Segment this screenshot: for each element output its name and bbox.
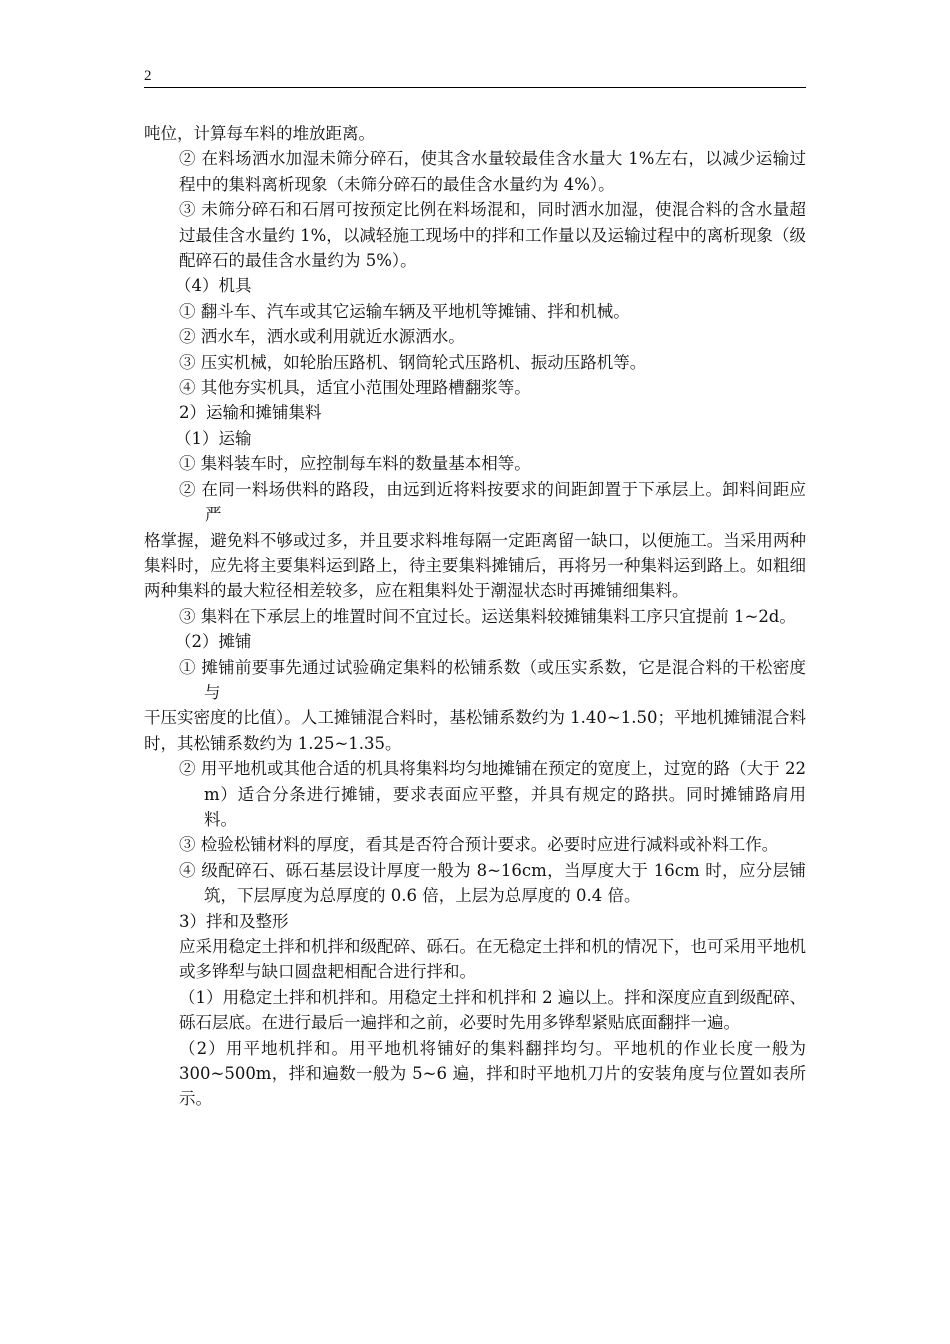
list-item: ④ 级配碎石、砾石基层设计厚度一般为 8~16cm，当厚度大于 16cm 时，应分层铺筑，下层厚度为总厚度的 0.6 倍，上层为总厚度的 0.4 倍。: [179, 860, 806, 906]
list-item: ② 在同一料场供料的路段，由远到近将料按要求的间距卸置于下承层上。卸料间距应严: [179, 479, 806, 525]
paragraph: 格掌握，避免料不够或过多，并且要求料堆每隔一定距离留一缺口，以便施工。当采用两种集料时，应先将主要集料运到路上，待主要集料摊铺后，再将另一种集料运到路上。如粗细两种集料的最大粒径相差较多，应在粗集料处于潮湿状态时再摊铺细集料。: [144, 530, 806, 601]
section-heading: （1）运输: [175, 428, 252, 448]
header-rule: [144, 87, 806, 88]
paragraph: 应采用稳定土拌和机拌和级配碎、砾石。在无稳定土拌和机的情况下，也可采用平地机或多铧犁与缺口圆盘耙相配合进行拌和。: [179, 937, 806, 982]
paragraph: ② 在料场洒水加湿未筛分碎石，使其含水量较最佳含水量大 1%左右，以减少运输过程中的集料离析现象（未筛分碎石的最佳含水量约为 4%）。: [179, 149, 806, 194]
list-item: ③ 集料在下承层上的堆置时间不宜过长。运送集料较摊铺集料工序只宜提前 1~2d。: [179, 606, 796, 626]
list-item: ④ 其他夯实机具，适宜小范围处理路槽翻浆等。: [179, 378, 531, 398]
paragraph: （2）用平地机拌和。用平地机将铺好的集料翻拌均匀。平地机的作业长度一般为 300~500m，拌和遍数一般为 5~6 遍，拌和时平地机刀片的安装角度与位置如表所示。: [179, 1038, 806, 1109]
list-item: ③ 压实机械，如轮胎压路机、钢筒轮式压路机、振动压路机等。: [179, 352, 647, 372]
list-item: ② 洒水车，洒水或利用就近水源洒水。: [179, 327, 465, 347]
list-item: ① 翻斗车、汽车或其它运输车辆及平地机等摊铺、拌和机械。: [179, 301, 630, 321]
page-number: 2: [144, 68, 152, 84]
paragraph: （1）用稳定土拌和机拌和。用稳定土拌和机拌和 2 遍以上。拌和深度应直到级配碎、砾石层底。在进行最后一遍拌和之前，必要时先用多铧犁紧贴底面翻拌一遍。: [179, 987, 806, 1033]
section-heading: （4）机具: [175, 276, 252, 296]
list-item: ③ 检验松铺材料的厚度，看其是否符合预计要求。必要时应进行减料或补料工作。: [179, 835, 779, 855]
list-item: ② 用平地机或其他合适的机具将集料均匀地摊铺在预定的宽度上，过宽的路（大于 22 m）适合分条进行摊铺，要求表面应平整，并具有规定的路拱。同时摊铺路肩用料。: [179, 759, 806, 829]
list-item: ① 集料装车时，应控制每车料的数量基本相等。: [179, 454, 531, 474]
document-body: [144, 121, 806, 1112]
paragraph: 吨位，计算每车料的堆放距离。: [144, 124, 375, 143]
paragraph: 干压实密度的比值）。人工摊铺混合料时，基松铺系数约为 1.40~1.50；平地机摊铺混合料时，其松铺系数约为 1.25~1.35。: [144, 708, 806, 753]
section-heading: （2）摊铺: [175, 632, 252, 652]
section-heading: 2）运输和摊铺集料: [179, 403, 322, 423]
list-item: ① 摊铺前要事先通过试验确定集料的松铺系数（或压实系数，它是混合料的干松密度与: [179, 657, 806, 702]
section-heading: 3）拌和及整形: [179, 911, 289, 931]
paragraph: ③ 未筛分碎石和石屑可按预定比例在料场混和，同时洒水加湿，使混合料的含水量超过最佳含水量约 1%，以减轻施工现场中的拌和工作量以及运输过程中的离析现象（级配碎石的最佳含水量约为 5%）。: [179, 200, 806, 271]
